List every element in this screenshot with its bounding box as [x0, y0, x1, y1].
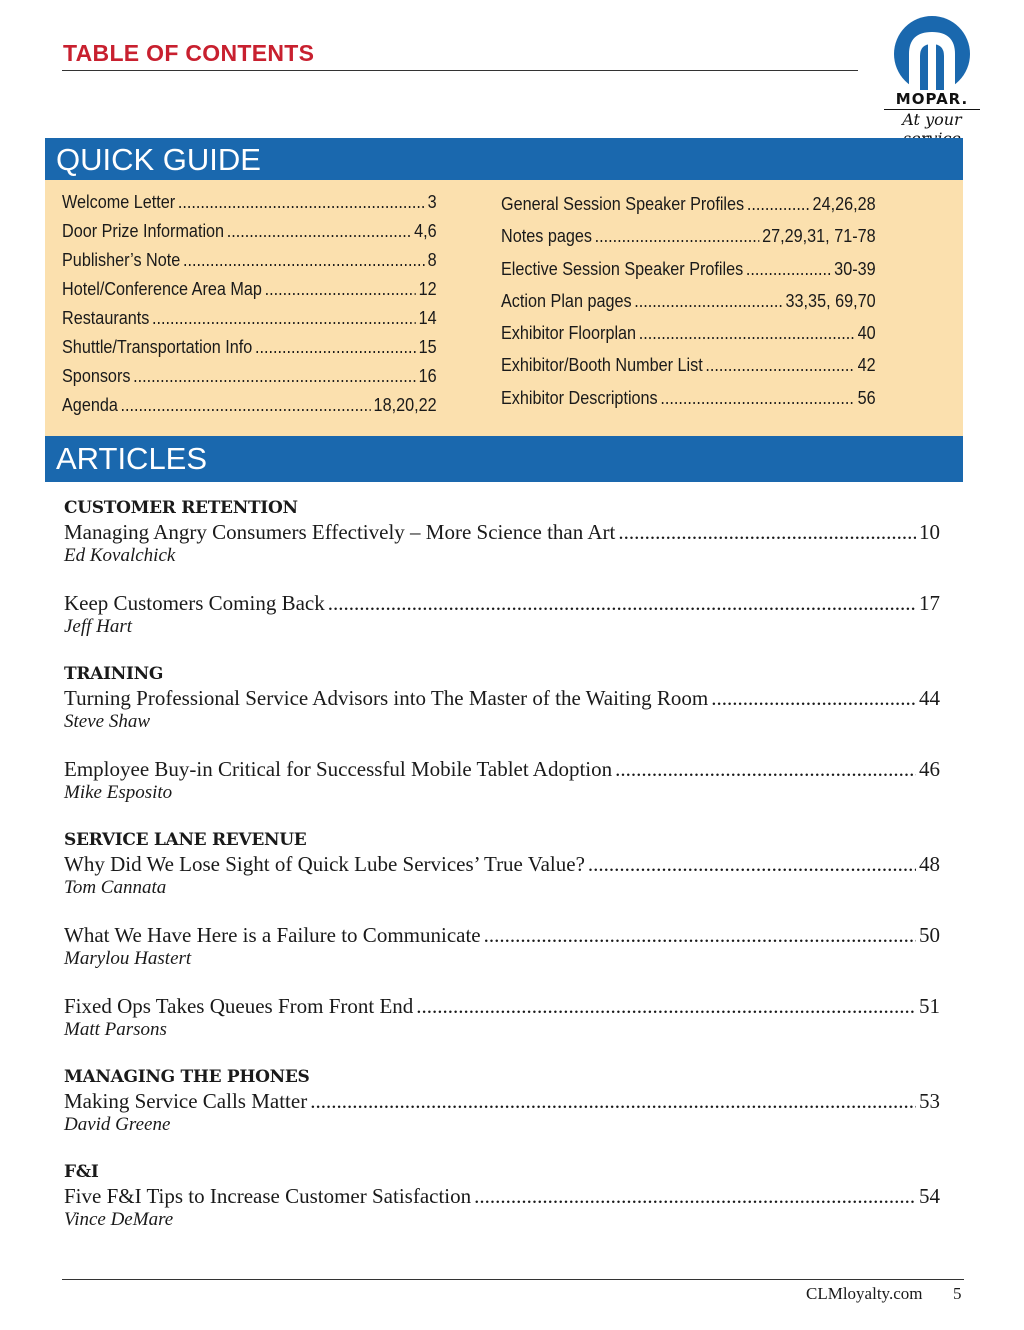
- dot-leader: [121, 391, 371, 420]
- dot-leader: [634, 285, 783, 317]
- article-entry[interactable]: [64, 757, 940, 805]
- article-title-row: [64, 520, 940, 544]
- article-author: Marylou Hastert: [64, 948, 192, 969]
- dot-leader: [178, 188, 425, 217]
- dot-leader: [747, 188, 810, 220]
- mopar-m-icon: [876, 14, 988, 90]
- mopar-logo: [876, 14, 988, 134]
- section-heading: CUSTOMER RETENTION: [64, 498, 298, 518]
- quick-guide-band: QUICK GUIDE: [45, 138, 963, 180]
- article-title-row: [64, 757, 940, 781]
- article-title-row: [64, 1184, 940, 1208]
- article-author: Ed Kovalchick: [64, 545, 176, 566]
- dot-leader: [595, 220, 760, 252]
- article-section: [64, 1065, 940, 1137]
- guide-entry-page: 56: [857, 387, 876, 408]
- article-author: Vince DeMare: [64, 1209, 174, 1230]
- dot-leader: [152, 304, 416, 333]
- quick-guide-panel: [45, 180, 963, 436]
- dot-leader: [639, 317, 855, 349]
- article-title: What We Have Here is a Failure to Communicate: [64, 923, 481, 947]
- article-author: Mike Esposito: [64, 782, 173, 803]
- guide-entry-page: 15: [418, 337, 437, 357]
- article-section: [64, 828, 940, 1042]
- article-title: Making Service Calls Matter: [64, 1089, 308, 1113]
- guide-entry-label: Welcome Letter: [62, 192, 176, 212]
- article-page: 44: [919, 686, 940, 710]
- article-author: Steve Shaw: [64, 711, 151, 732]
- guide-entry-page: 3: [427, 192, 437, 212]
- article-entry[interactable]: [64, 1089, 940, 1137]
- guide-entry[interactable]: [501, 188, 876, 220]
- guide-entry-page: 16: [418, 366, 437, 386]
- guide-entry-label: Elective Session Speaker Profiles: [501, 258, 744, 279]
- article-title: Keep Customers Coming Back: [64, 591, 325, 615]
- article-page: 17: [919, 591, 940, 615]
- toc-heading: TABLE OF CONTENTS: [63, 40, 315, 66]
- guide-entry-label: Exhibitor/Booth Number List: [501, 355, 703, 376]
- article-title-row: [64, 591, 940, 615]
- logo-tagline: At your: [902, 110, 962, 129]
- article-entry[interactable]: [64, 994, 940, 1042]
- dot-leader: [615, 757, 916, 781]
- guide-entry-label: Exhibitor Floorplan: [501, 323, 637, 344]
- dot-leader: [265, 275, 416, 304]
- dot-leader: [484, 923, 916, 947]
- guide-entry[interactable]: [501, 349, 876, 381]
- article-page: 50: [919, 923, 940, 947]
- article-title-row: [64, 1089, 940, 1113]
- guide-entry[interactable]: [501, 253, 876, 285]
- article-title-row: [64, 852, 940, 876]
- guide-entry[interactable]: [62, 217, 437, 246]
- guide-entry[interactable]: [62, 246, 437, 275]
- guide-entry-page: 33,35, 69,70: [785, 290, 876, 311]
- article-title-row: [64, 994, 940, 1018]
- guide-entry-label: General Session Speaker Profiles: [501, 194, 745, 214]
- guide-entry-page: 4,6: [414, 221, 437, 241]
- dot-leader: [660, 382, 855, 414]
- guide-entry-label: Exhibitor Descriptions: [501, 387, 658, 408]
- dot-leader: [416, 994, 916, 1018]
- guide-entry-page: 40: [857, 323, 876, 344]
- footer-page-number: 5: [953, 1284, 962, 1303]
- article-section: [64, 496, 940, 639]
- section-heading: F&I: [64, 1162, 99, 1182]
- guide-entry-label: Restaurants: [62, 308, 150, 328]
- article-author: David Greene: [64, 1114, 171, 1135]
- guide-entry-page: 27,29,31, 71-78: [762, 226, 876, 247]
- guide-entry-label: Publisher’s Note: [62, 250, 181, 270]
- guide-entry-label: Sponsors: [62, 366, 131, 386]
- dot-leader: [310, 1089, 916, 1113]
- guide-entry-label: Action Plan pages: [501, 290, 632, 311]
- articles-list: [64, 496, 940, 1232]
- article-page: 53: [919, 1089, 940, 1113]
- article-author: Jeff Hart: [64, 616, 133, 637]
- guide-entry[interactable]: [62, 275, 437, 304]
- guide-entry[interactable]: [501, 220, 876, 252]
- article-section: [64, 662, 940, 805]
- guide-entry-label: Hotel/Conference Area Map: [62, 279, 262, 299]
- guide-entry-label: Door Prize Information: [62, 221, 225, 241]
- guide-entry-label: Notes pages: [501, 226, 592, 247]
- guide-entry-label: Agenda: [62, 395, 118, 415]
- article-entry[interactable]: [64, 1184, 940, 1232]
- article-page: 54: [919, 1184, 940, 1208]
- guide-entry-page: 14: [418, 308, 437, 328]
- dot-leader: [711, 686, 916, 710]
- guide-entry[interactable]: [501, 317, 876, 349]
- guide-entry[interactable]: [62, 188, 437, 217]
- logo-wordmark: MOPAR.: [895, 90, 969, 108]
- dot-leader: [746, 253, 832, 285]
- article-page: 51: [919, 994, 940, 1018]
- quick-guide-left-column: [62, 188, 437, 420]
- guide-entry-page: 30-39: [834, 258, 876, 279]
- article-title: Fixed Ops Takes Queues From Front End: [64, 994, 414, 1018]
- article-page: 46: [919, 757, 940, 781]
- top-rule: [62, 70, 858, 71]
- article-entry[interactable]: [64, 686, 940, 734]
- guide-entry[interactable]: [501, 285, 876, 317]
- guide-entry-page: 18,20,22: [373, 395, 437, 415]
- guide-entry-page: 24,26,28: [812, 194, 876, 214]
- section-heading: SERVICE LANE REVENUE: [64, 830, 307, 850]
- guide-entry-page: 12: [418, 279, 437, 299]
- dot-leader: [705, 349, 854, 381]
- dot-leader: [183, 246, 425, 275]
- guide-entry[interactable]: [62, 304, 437, 333]
- dot-leader: [255, 333, 416, 362]
- article-author: Tom Cannata: [64, 877, 167, 898]
- dot-leader: [588, 852, 916, 876]
- guide-entry[interactable]: [62, 391, 437, 420]
- article-entry[interactable]: [64, 852, 940, 900]
- section-heading: TRAINING: [64, 664, 164, 684]
- dot-leader: [227, 217, 412, 246]
- guide-entry-label: Shuttle/Transportation Info: [62, 337, 253, 357]
- quick-guide-right-column: [501, 188, 876, 414]
- dot-leader: [618, 520, 916, 544]
- article-section: [64, 1160, 940, 1232]
- article-author: Matt Parsons: [64, 1019, 167, 1040]
- article-entry[interactable]: [64, 923, 940, 971]
- article-title: Why Did We Lose Sight of Quick Lube Services’ True Value?: [64, 852, 585, 876]
- guide-entry[interactable]: [62, 362, 437, 391]
- dot-leader: [328, 591, 916, 615]
- footer-rule: [62, 1279, 964, 1280]
- articles-band: ARTICLES: [45, 436, 963, 482]
- guide-entry[interactable]: [501, 382, 876, 414]
- article-title-row: [64, 686, 940, 710]
- dot-leader: [474, 1184, 916, 1208]
- article-title-row: [64, 923, 940, 947]
- article-title: Five F&I Tips to Increase Customer Satisfaction: [64, 1184, 472, 1208]
- guide-entry-page: 8: [427, 250, 437, 270]
- guide-entry-page: 42: [857, 355, 876, 376]
- footer-site[interactable]: CLMloyalty.com: [806, 1284, 923, 1303]
- article-page: 10: [919, 520, 940, 544]
- article-title: Employee Buy-in Critical for Successful Mobile Tablet Adoption: [64, 757, 613, 781]
- article-title: Managing Angry Consumers Effectively – More Science than Art: [64, 520, 616, 544]
- dot-leader: [133, 362, 416, 391]
- article-title: Turning Professional Service Advisors into The Master of the Waiting Room: [64, 686, 709, 710]
- guide-entry[interactable]: [62, 333, 437, 362]
- article-entry[interactable]: [64, 520, 940, 568]
- article-page: 48: [919, 852, 940, 876]
- section-heading: MANAGING THE PHONES: [64, 1067, 310, 1087]
- article-entry[interactable]: [64, 591, 940, 639]
